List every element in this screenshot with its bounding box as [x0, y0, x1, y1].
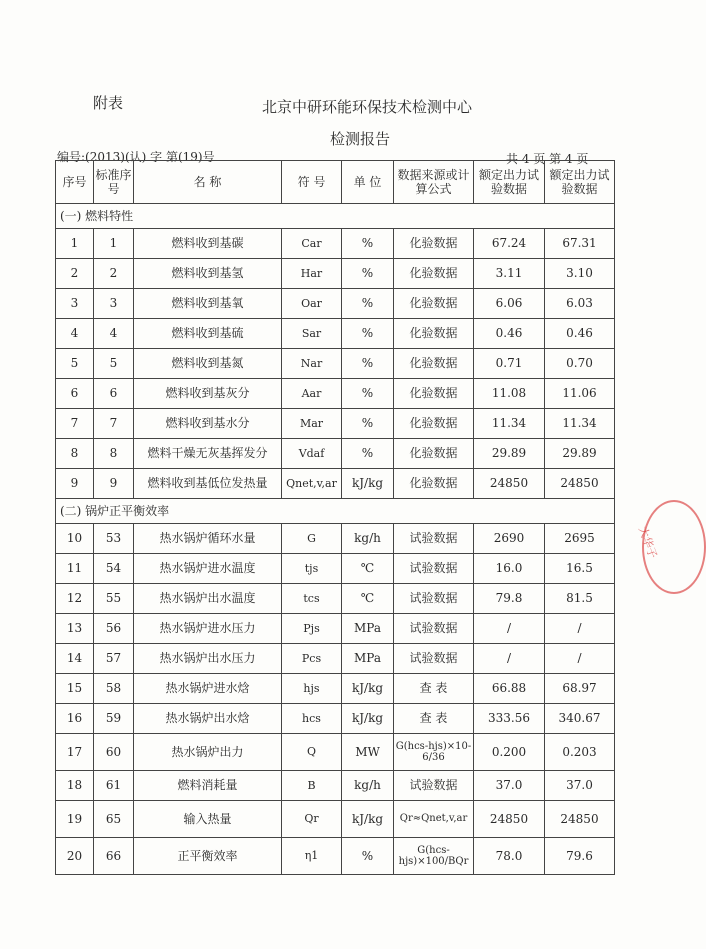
row-symbol: hjs: [282, 674, 342, 704]
row-unit: kJ/kg: [342, 801, 394, 838]
table-row: [56, 704, 615, 734]
row-symbol: G: [282, 524, 342, 554]
row-unit: %: [342, 259, 394, 289]
organization-title: 北京中研环能环保技术检测中心: [262, 98, 473, 116]
row-unit: ℃: [342, 554, 394, 584]
row-source: G(hcs-hjs)×10-6/36: [394, 734, 474, 771]
section-title: (二) 锅炉正平衡效率: [56, 499, 615, 524]
row-unit: %: [342, 289, 394, 319]
row-unit: %: [342, 229, 394, 259]
table-row: [56, 554, 615, 584]
row-no: 15: [56, 674, 94, 704]
table-row: [56, 229, 615, 259]
row-unit: %: [342, 838, 394, 875]
row-name: 输入热量: [134, 801, 282, 838]
row-rated-value-1: 78.0: [474, 838, 545, 875]
row-unit: %: [342, 439, 394, 469]
report-title: 检测报告: [330, 130, 391, 148]
row-rated-value-1: /: [474, 614, 545, 644]
row-unit: ℃: [342, 584, 394, 614]
row-std-no: 54: [94, 554, 134, 584]
row-rated-value-2: 79.6: [545, 838, 615, 875]
row-symbol: η1: [282, 838, 342, 875]
col-header-rated-2: 额定出力试验数据: [545, 161, 615, 204]
row-name: 燃料消耗量: [134, 771, 282, 801]
row-source: 查 表: [394, 674, 474, 704]
row-unit: kg/h: [342, 524, 394, 554]
row-rated-value-1: 67.24: [474, 229, 545, 259]
row-source: G(hcs-hjs)×100/BQr: [394, 838, 474, 875]
row-source: 试验数据: [394, 524, 474, 554]
row-no: 7: [56, 409, 94, 439]
row-symbol: Q: [282, 734, 342, 771]
row-name: 热水锅炉进水温度: [134, 554, 282, 584]
row-rated-value-1: 37.0: [474, 771, 545, 801]
row-name: 燃料收到基氧: [134, 289, 282, 319]
row-name: 热水锅炉出水压力: [134, 644, 282, 674]
row-rated-value-1: 2690: [474, 524, 545, 554]
row-symbol: hcs: [282, 704, 342, 734]
row-std-no: 4: [94, 319, 134, 349]
row-std-no: 56: [94, 614, 134, 644]
row-source: 化验数据: [394, 319, 474, 349]
table-row: [56, 801, 615, 838]
row-no: 13: [56, 614, 94, 644]
row-source: 化验数据: [394, 439, 474, 469]
row-no: 17: [56, 734, 94, 771]
table-row: [56, 524, 615, 554]
row-source: 试验数据: [394, 584, 474, 614]
row-symbol: Har: [282, 259, 342, 289]
row-symbol: Pjs: [282, 614, 342, 644]
row-name: 燃料收到基低位发热量: [134, 469, 282, 499]
row-source: 化验数据: [394, 469, 474, 499]
row-rated-value-1: 0.200: [474, 734, 545, 771]
page-info: 共 4 页 第 4 页: [506, 152, 589, 166]
row-rated-value-1: /: [474, 644, 545, 674]
row-rated-value-1: 6.06: [474, 289, 545, 319]
row-rated-value-2: 11.34: [545, 409, 615, 439]
row-no: 11: [56, 554, 94, 584]
row-no: 18: [56, 771, 94, 801]
table-row: [56, 439, 615, 469]
row-rated-value-1: 0.71: [474, 349, 545, 379]
row-source: 化验数据: [394, 379, 474, 409]
row-std-no: 9: [94, 469, 134, 499]
row-name: 燃料干燥无灰基挥发分: [134, 439, 282, 469]
row-rated-value-2: 0.203: [545, 734, 615, 771]
col-header-rated-1: 额定出力试验数据: [474, 161, 545, 204]
row-unit: MPa: [342, 644, 394, 674]
table-row: [56, 674, 615, 704]
row-name: 热水锅炉出力: [134, 734, 282, 771]
row-name: 正平衡效率: [134, 838, 282, 875]
row-unit: kJ/kg: [342, 704, 394, 734]
row-symbol: B: [282, 771, 342, 801]
section-title: (一) 燃料特性: [56, 204, 615, 229]
row-no: 20: [56, 838, 94, 875]
row-rated-value-1: 16.0: [474, 554, 545, 584]
row-rated-value-2: 68.97: [545, 674, 615, 704]
row-rated-value-1: 0.46: [474, 319, 545, 349]
row-source: 化验数据: [394, 259, 474, 289]
row-rated-value-2: 24850: [545, 469, 615, 499]
row-no: 5: [56, 349, 94, 379]
row-rated-value-2: 6.03: [545, 289, 615, 319]
row-unit: kg/h: [342, 771, 394, 801]
row-symbol: Qr: [282, 801, 342, 838]
row-std-no: 7: [94, 409, 134, 439]
row-rated-value-1: 3.11: [474, 259, 545, 289]
row-no: 9: [56, 469, 94, 499]
table-row: [56, 771, 615, 801]
row-symbol: tjs: [282, 554, 342, 584]
col-header-name: 名 称: [134, 161, 282, 204]
row-no: 19: [56, 801, 94, 838]
row-no: 10: [56, 524, 94, 554]
row-rated-value-2: 24850: [545, 801, 615, 838]
table-row: [56, 289, 615, 319]
row-rated-value-2: 3.10: [545, 259, 615, 289]
row-std-no: 5: [94, 349, 134, 379]
row-no: 8: [56, 439, 94, 469]
col-header-symbol: 符 号: [282, 161, 342, 204]
section-row: [56, 499, 615, 524]
annex-label: 附表: [93, 94, 124, 112]
row-unit: MW: [342, 734, 394, 771]
table-row: [56, 614, 615, 644]
row-name: 热水锅炉循环水量: [134, 524, 282, 554]
row-unit: %: [342, 349, 394, 379]
row-name: 热水锅炉出水温度: [134, 584, 282, 614]
row-name: 燃料收到基氮: [134, 349, 282, 379]
serial-number: 编号:(2013)(认) 字 第(19)号: [57, 150, 215, 164]
table-row: [56, 838, 615, 875]
row-no: 12: [56, 584, 94, 614]
row-unit: %: [342, 379, 394, 409]
row-rated-value-1: 24850: [474, 801, 545, 838]
row-rated-value-1: 66.88: [474, 674, 545, 704]
row-unit: %: [342, 319, 394, 349]
row-symbol: Sar: [282, 319, 342, 349]
row-unit: kJ/kg: [342, 674, 394, 704]
row-unit: %: [342, 409, 394, 439]
red-seal-stamp: [635, 500, 706, 594]
row-rated-value-2: 11.06: [545, 379, 615, 409]
row-rated-value-1: 29.89: [474, 439, 545, 469]
row-std-no: 55: [94, 584, 134, 614]
row-rated-value-2: 29.89: [545, 439, 615, 469]
row-rated-value-2: 81.5: [545, 584, 615, 614]
stamp-text: 大华子: [635, 524, 660, 561]
row-std-no: 61: [94, 771, 134, 801]
row-no: 4: [56, 319, 94, 349]
row-name: 燃料收到基氢: [134, 259, 282, 289]
row-unit: MPa: [342, 614, 394, 644]
row-no: 16: [56, 704, 94, 734]
section-row: [56, 204, 615, 229]
row-symbol: Car: [282, 229, 342, 259]
row-symbol: Qnet,v,ar: [282, 469, 342, 499]
row-source: 试验数据: [394, 614, 474, 644]
row-source: 查 表: [394, 704, 474, 734]
row-std-no: 58: [94, 674, 134, 704]
row-rated-value-1: 333.56: [474, 704, 545, 734]
table-row: [56, 319, 615, 349]
row-rated-value-1: 79.8: [474, 584, 545, 614]
row-rated-value-2: /: [545, 614, 615, 644]
row-unit: kJ/kg: [342, 469, 394, 499]
row-source: Qr≈Qnet,v,ar: [394, 801, 474, 838]
table-row: [56, 644, 615, 674]
row-rated-value-2: /: [545, 644, 615, 674]
row-rated-value-2: 2695: [545, 524, 615, 554]
table-row: [56, 469, 615, 499]
table-body: [56, 204, 615, 875]
row-source: 试验数据: [394, 554, 474, 584]
table-row: [56, 259, 615, 289]
row-std-no: 8: [94, 439, 134, 469]
row-rated-value-2: 0.70: [545, 349, 615, 379]
row-name: 热水锅炉进水焓: [134, 674, 282, 704]
row-rated-value-2: 16.5: [545, 554, 615, 584]
row-rated-value-1: 11.34: [474, 409, 545, 439]
row-no: 1: [56, 229, 94, 259]
row-std-no: 53: [94, 524, 134, 554]
row-std-no: 6: [94, 379, 134, 409]
row-source: 化验数据: [394, 289, 474, 319]
col-header-std-no: 标准序号: [94, 161, 134, 204]
row-source: 化验数据: [394, 409, 474, 439]
row-source: 试验数据: [394, 644, 474, 674]
row-std-no: 65: [94, 801, 134, 838]
row-no: 2: [56, 259, 94, 289]
row-symbol: Pcs: [282, 644, 342, 674]
row-std-no: 60: [94, 734, 134, 771]
row-symbol: tcs: [282, 584, 342, 614]
row-name: 燃料收到基灰分: [134, 379, 282, 409]
col-header-unit: 单 位: [342, 161, 394, 204]
row-std-no: 66: [94, 838, 134, 875]
row-no: 3: [56, 289, 94, 319]
table-header-row: [56, 161, 615, 204]
row-std-no: 3: [94, 289, 134, 319]
table-row: [56, 734, 615, 771]
row-rated-value-2: 67.31: [545, 229, 615, 259]
row-name: 热水锅炉进水压力: [134, 614, 282, 644]
row-name: 燃料收到基碳: [134, 229, 282, 259]
row-source: 化验数据: [394, 229, 474, 259]
row-symbol: Vdaf: [282, 439, 342, 469]
col-header-source: 数据来源或计算公式: [394, 161, 474, 204]
table-row: [56, 349, 615, 379]
row-source: 试验数据: [394, 771, 474, 801]
row-symbol: Oar: [282, 289, 342, 319]
row-rated-value-2: 37.0: [545, 771, 615, 801]
test-data-table: [55, 160, 615, 875]
row-std-no: 59: [94, 704, 134, 734]
row-name: 热水锅炉出水焓: [134, 704, 282, 734]
row-no: 6: [56, 379, 94, 409]
col-header-no: 序号: [56, 161, 94, 204]
row-std-no: 57: [94, 644, 134, 674]
row-name: 燃料收到基水分: [134, 409, 282, 439]
row-rated-value-2: 0.46: [545, 319, 615, 349]
table-row: [56, 409, 615, 439]
row-symbol: Aar: [282, 379, 342, 409]
table-row: [56, 584, 615, 614]
table-row: [56, 379, 615, 409]
row-symbol: Mar: [282, 409, 342, 439]
row-std-no: 1: [94, 229, 134, 259]
row-std-no: 2: [94, 259, 134, 289]
row-no: 14: [56, 644, 94, 674]
row-rated-value-1: 11.08: [474, 379, 545, 409]
row-name: 燃料收到基硫: [134, 319, 282, 349]
row-symbol: Nar: [282, 349, 342, 379]
row-rated-value-2: 340.67: [545, 704, 615, 734]
row-rated-value-1: 24850: [474, 469, 545, 499]
row-source: 化验数据: [394, 349, 474, 379]
